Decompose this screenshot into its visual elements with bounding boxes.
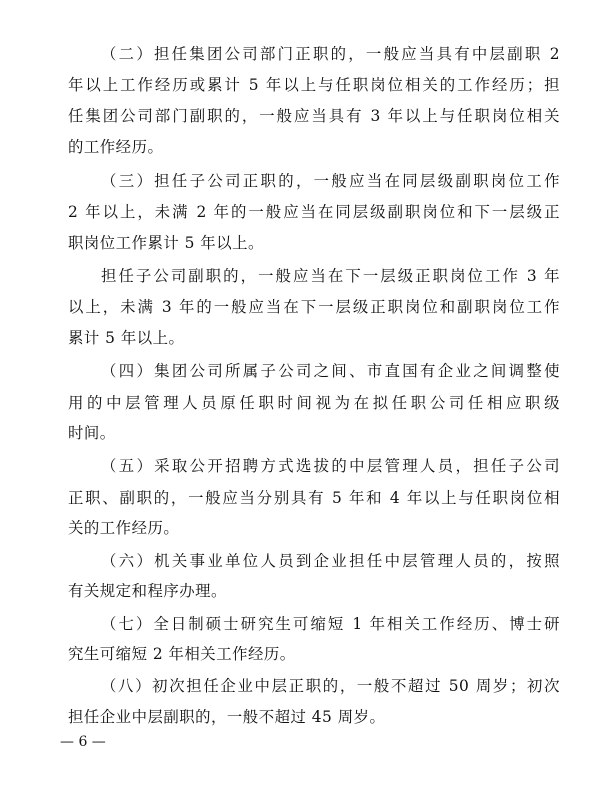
paragraph-8-line-1: （八）初次担任企业中层正职的，一般不超过 50 周岁；初次 <box>101 677 560 695</box>
paragraph-4-line-3: 时间。 <box>68 424 116 442</box>
paragraph-7-line-1: （七）全日制硕士研究生可缩短 1 年相关工作经历、博士研 <box>101 615 560 633</box>
paragraph-3b-line-2: 以上，未满 3 年的一般应当在下一层级正职岗位和副职岗位工作 <box>68 298 560 316</box>
paragraph-2-line-3: 任集团公司部门副职的，一般应当具有 3 年以上与任职岗位相关 <box>68 107 560 125</box>
paragraph-2-line-4: 的工作经历。 <box>68 138 164 156</box>
paragraph-5-line-3: 关的工作经历。 <box>68 519 180 537</box>
paragraph-7-line-2: 究生可缩短 2 年相关工作经历。 <box>68 645 296 663</box>
paragraph-5-line-2: 正职、副职的，一般应当分别具有 5 年和 4 年以上与任职岗位相 <box>68 489 560 507</box>
paragraph-3b-line-3: 累计 5 年以上。 <box>68 329 185 347</box>
paragraph-2-line-2: 年以上工作经历或累计 5 年以上与任职岗位相关的工作经历；担 <box>68 76 560 94</box>
paragraph-2-line-1: （二）担任集团公司部门正职的，一般应当具有中层副职 2 <box>101 45 560 63</box>
paragraph-4-line-2: 用的中层管理人员原任职时间视为在拟任职公司任相应职级 <box>68 394 560 412</box>
page-number: — 6 — <box>60 734 106 750</box>
paragraph-3b-line-1: 担任子公司副职的，一般应当在下一层级正职岗位工作 3 年 <box>101 267 560 285</box>
paragraph-6-line-1: （六）机关事业单位人员到企业担任中层管理人员的，按照 <box>101 552 560 570</box>
paragraph-3-line-2: 2 年以上，未满 2 年的一般应当在同层级副职岗位和下一层级正 <box>68 203 560 221</box>
paragraph-5-line-1: （五）采取公开招聘方式选拔的中层管理人员，担任子公司 <box>101 457 560 475</box>
paragraph-6-line-2: 有关规定和程序办理。 <box>68 582 227 600</box>
paragraph-3-line-3: 职岗位工作累计 5 年以上。 <box>68 234 264 252</box>
paragraph-3-line-1: （三）担任子公司正职的，一般应当在同层级副职岗位工作 <box>101 172 560 190</box>
paragraph-8-line-2: 担任企业中层副职的，一般不超过 45 周岁。 <box>68 708 386 726</box>
paragraph-4-line-1: （四）集团公司所属子公司之间、市直国有企业之间调整使 <box>101 362 560 380</box>
